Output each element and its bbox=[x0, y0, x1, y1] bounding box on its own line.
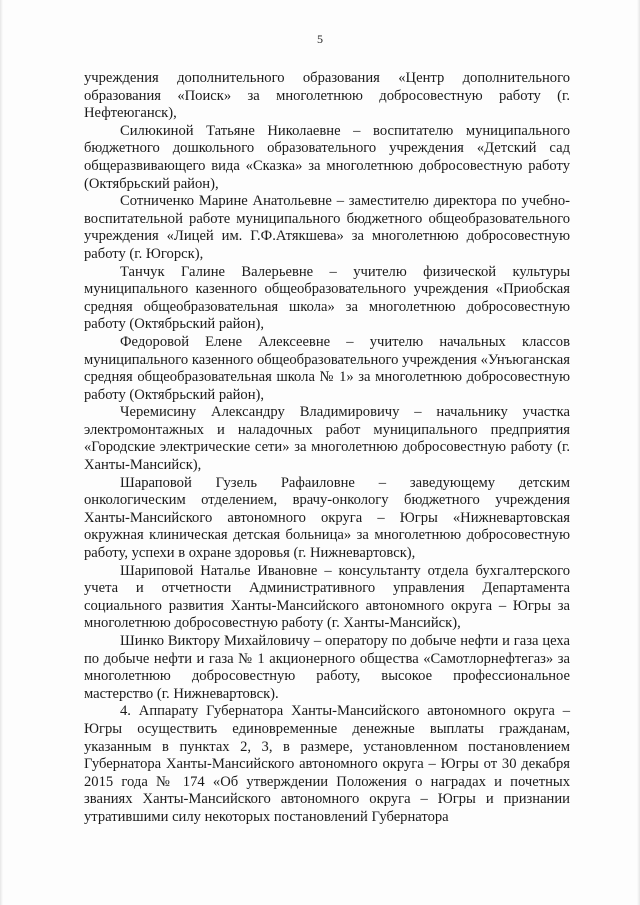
paragraph-item-4: 4. Аппарату Губернатора Ханты-Мансийского автономного округа – Югры осуществить единовременные денежные выплаты гражданам, указанным в пунктах 2, 3, в размере, установленном постановлением Губернатора Ханты-Мансийского автономного округа – Югры от 30 декабря 2015 года № 174 «Об утверждении Положения о наградах и почетных званиях Ханты-Мансийского автономного округа – Югры и признании утратившими силу некоторых постановлений Губернатора bbox=[84, 703, 570, 825]
paragraph-sharapova: Шараповой Гузель Рафаиловне – заведующему детским онкологическим отделением, врачу-онкологу бюджетного учреждения Ханты-Мансийского автономного округа – Югры «Нижневартовская окружная клиническая детская больница» за многолетнюю добросовестную работу, успехи в охране здоровья (г. Нижневартовск), bbox=[84, 474, 570, 562]
paragraph-sharipova: Шариповой Наталье Ивановне – консультанту отдела бухгалтерского учета и отчетности Административного управления Департамента социального развития Ханты-Мансийского автономного округа – Югры за многолетнюю добросовестную работу (г. Ханты-Мансийск), bbox=[84, 562, 570, 632]
page-number: 5 bbox=[317, 32, 323, 46]
document-body bbox=[84, 70, 570, 827]
paragraph-tanchuk: Танчук Галине Валерьевне – учителю физической культуры муниципального казенного общеобразовательного учреждения «Приобская средняя общеобразовательная школа» за многолетнюю добросовестную работу (Октябрьский район), bbox=[84, 263, 570, 333]
scan-edge-left bbox=[0, 0, 3, 905]
paragraph-continuation: учреждения дополнительного образования «Центр дополнительного образования «Поиск» за многолетнюю добросовестную работу (г. Нефтеюганск), bbox=[84, 70, 570, 122]
paragraph-sotnichenko: Сотниченко Марине Анатольевне – заместителю директора по учебно-воспитательной работе муниципального бюджетного общеобразовательного учреждения «Лицей им. Г.Ф.Атякшева» за многолетнюю добросовестную работу (г. Югорск), bbox=[84, 193, 570, 262]
paragraph-silyukina: Силюкиной Татьяне Николаевне – воспитателю муниципального бюджетного дошкольного образовательного учреждения «Детский сад общеразвивающего вида «Сказка» за многолетнюю добросовестную работу (Октябрьский район), bbox=[84, 122, 570, 192]
paragraph-fedorova: Федоровой Елене Алексеевне – учителю начальных классов муниципального казенного общеобразовательного учреждения «Унъюганская средняя общеобразовательная школа № 1» за многолетнюю добросовестную работу (Октябрьский район), bbox=[84, 333, 570, 403]
paragraph-shinko: Шинко Виктору Михайловичу – оператору по добыче нефти и газа цеха по добыче нефти и газа № 1 акционерного общества «Самотлорнефтегаз» за многолетнюю добросовестную работу, высокое профессиональное мастерство (г. Нижневартовск). bbox=[84, 633, 570, 702]
paragraph-cheremisin: Черемисину Александру Владимировичу – начальнику участка электромонтажных и наладочных работ муниципального предприятия «Городские электрические сети» за многолетнюю добросовестную работу (г. Ханты-Мансийск), bbox=[84, 404, 570, 474]
